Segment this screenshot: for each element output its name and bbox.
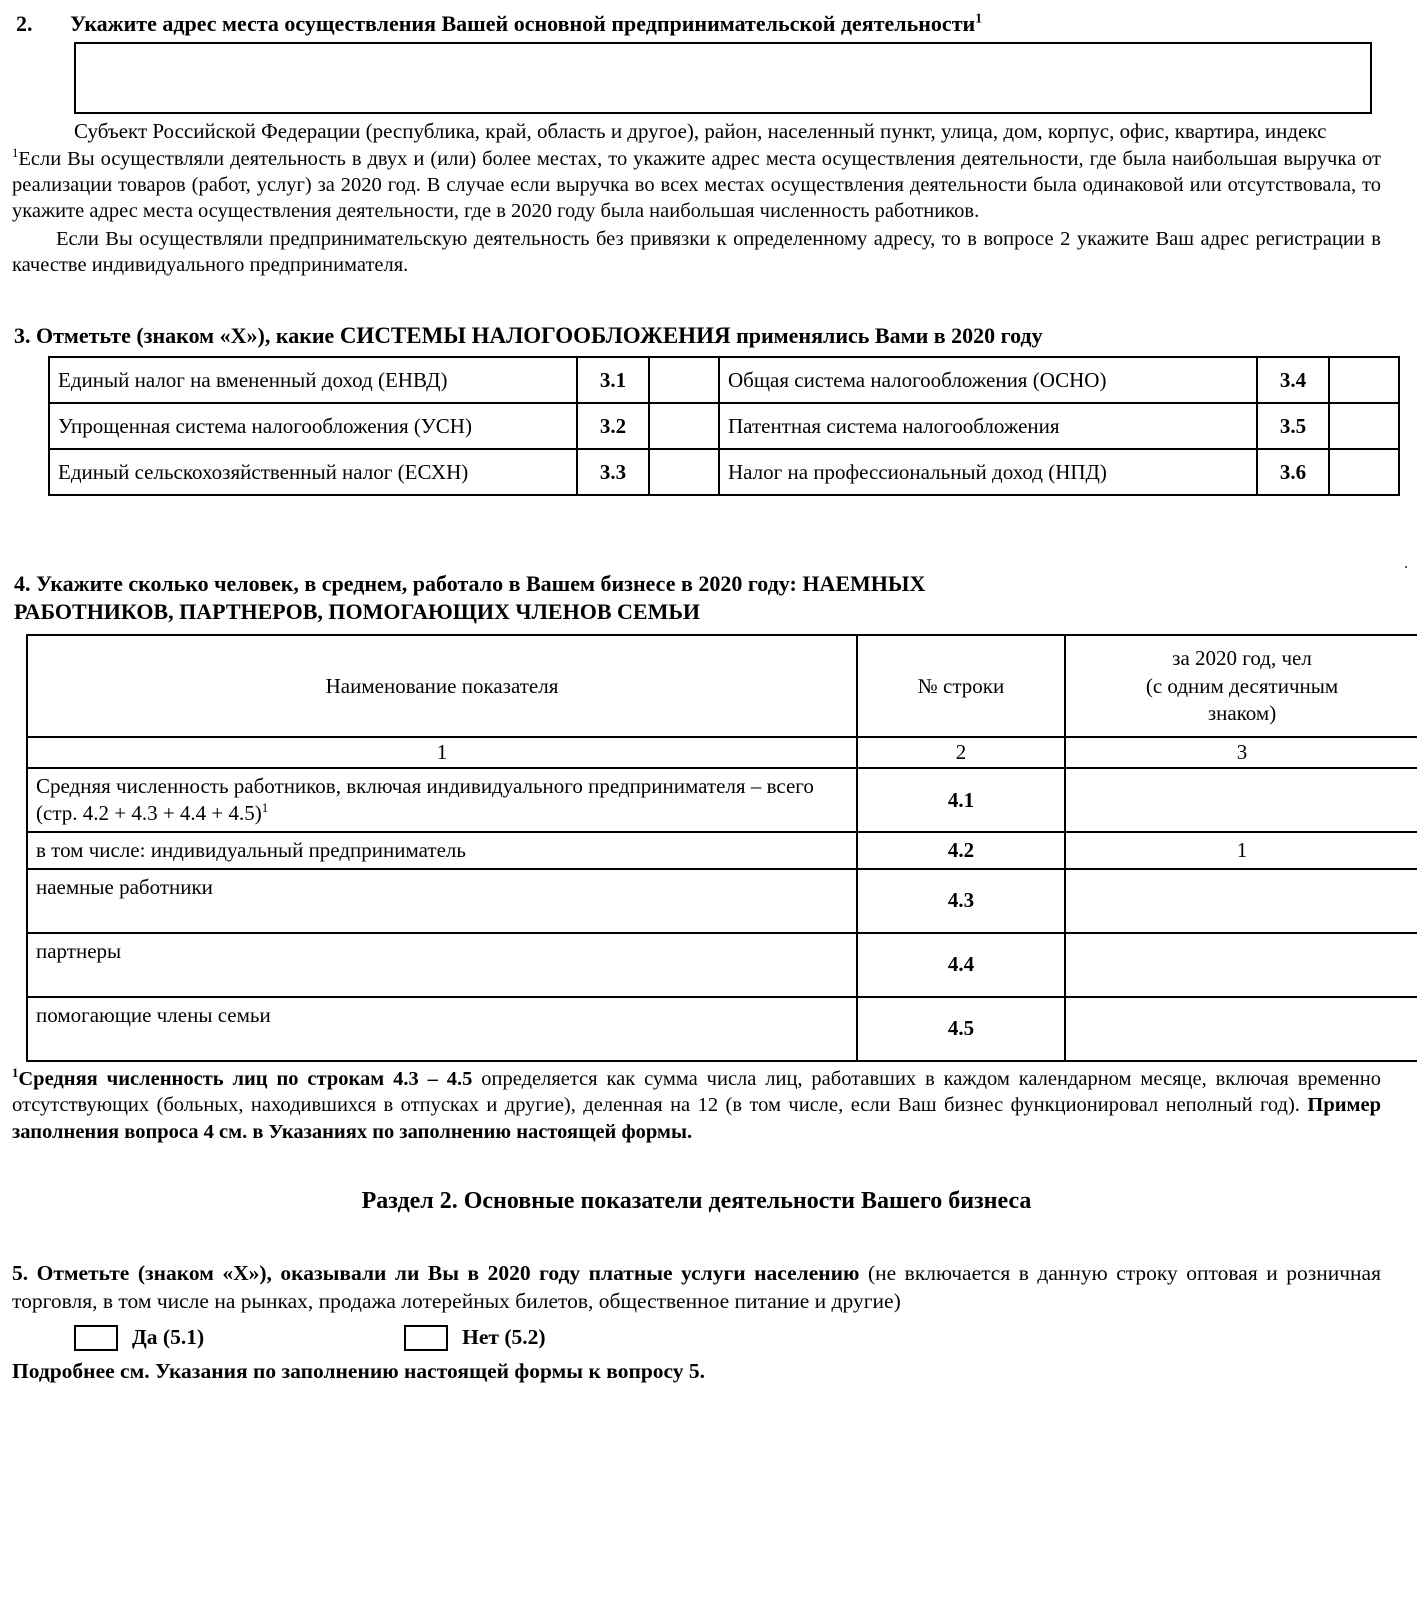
question-3-title-prefix: 3. Отметьте (знаком «Х»), какие [14,322,340,348]
question-5-answers [12,1324,1381,1352]
tax-system-checkbox-cell[interactable] [1329,449,1399,495]
question-4-title-line1: 4. Укажите сколько человек, в среднем, работало в Вашем бизнесе в 2020 году: НАЕМНЫХ [14,571,926,597]
table-header-row [27,635,1417,737]
tax-system-label: Единый налог на вмененный доход (ЕНВД) [49,357,577,403]
tax-system-code: 3.5 [1257,403,1329,449]
question-3-title-suffix: применялись Вами в 2020 году [730,322,1043,348]
question-4-footnote-bold-1: Средняя численность лиц по строкам 4.3 – 4.5 [18,1067,482,1090]
table-row [49,357,1399,403]
question-2-title-text: Укажите адрес места осуществления Вашей основной предпринимательской деятельности [70,11,976,36]
table-row [27,832,1417,869]
question-5-yes-checkbox[interactable] [74,1325,118,1351]
tax-system-checkbox-cell[interactable] [649,357,719,403]
indicator-name: партнеры [27,933,857,997]
tax-system-checkbox-cell[interactable] [1329,403,1399,449]
tax-system-checkbox-cell[interactable] [649,449,719,495]
table-row [27,933,1417,997]
question-2-footnote-2: Если Вы осуществляли предпринимательскую деятельность без привязки к определенному адресу, то в вопросе 2 укажите Ваш адрес регистрации в качестве индивидуального предпринимателя. [12,227,1381,276]
table-row [49,403,1399,449]
indicator-line-number: 4.3 [857,869,1065,933]
column-header-value-line2: (с одним десятичным [1145,673,1339,698]
indicator-value-input[interactable] [1065,869,1417,933]
question-3-title [12,321,1381,350]
indicator-footnote-marker: 1 [261,800,269,816]
indicator-value-input[interactable] [1065,933,1417,997]
question-2-title-footnote-marker: 1 [975,10,982,26]
question-5-yes-label: Да (5.1) [132,1325,205,1350]
indicator-line-number: 4.4 [857,933,1065,997]
table-row [49,449,1399,495]
question-2-title [70,10,1381,38]
indicator-name: наемные работники [27,869,857,933]
tax-system-code: 3.2 [577,403,649,449]
section-2-title: Раздел 2. Основные показатели деятельности Вашего бизнеса [361,1187,1032,1214]
column-number-2: 2 [857,737,1065,768]
indicator-name [27,768,857,832]
indicator-value-input[interactable] [1065,768,1417,832]
tax-system-label: Общая система налогообложения (ОСНО) [719,357,1257,403]
tax-system-label: Патентная система налогообложения [719,403,1257,449]
question-4-footnote [12,1066,1381,1146]
indicator-line-number: 4.5 [857,997,1065,1061]
question-2-footnote-1-text: Если Вы осуществляли деятельность в двух и (или) более местах, то укажите адрес места осуществления деятельности, где была наибольшая выручка от реализации товаров (работ, услуг) за 2020 год. В случае если выручка во всех местах осуществления деятельности была одинаковой или отсутствовала, то укажите адрес места осуществления деятельности, где в 2020 году была наибольшая численность работников. [12,148,1381,223]
tax-system-label: Единый сельскохозяйственный налог (ЕСХН) [49,449,577,495]
address-field-caption: Субъект Российской Федерации (республика, край, область и другое), район, населенный пункт, улица, дом, корпус, офис, квартира, индекс [74,119,1327,144]
table-column-numbers-row [27,737,1417,768]
indicator-line-number: 4.2 [857,832,1065,869]
tax-system-code: 3.6 [1257,449,1329,495]
table-row [27,768,1417,832]
table-row [27,997,1417,1061]
question-4-footnote-bold-2: Пример заполнения вопроса 4 см. в Указаниях по заполнению настоящей формы. [12,1094,1381,1144]
tax-system-label: Упрощенная система налогообложения (УСН) [49,403,577,449]
tax-system-label: Налог на профессиональный доход (НПД) [719,449,1257,495]
column-header-value-line3: знаком) [1207,700,1277,725]
question-5-text-bold: 5. Отметьте (знаком «Х»), оказывали ли Вы в 2020 году платные услуги населению [12,1261,868,1286]
column-number-1: 1 [27,737,857,768]
tax-system-code: 3.3 [577,449,649,495]
tax-systems-table [48,356,1400,496]
question-2-footnote-1 [12,147,1381,224]
address-input-box[interactable] [74,42,1372,114]
indicator-name: в том числе: индивидуальный предприниматель [27,832,857,869]
indicator-line-number: 4.1 [857,768,1065,832]
column-header-line-number: № строки [857,635,1065,737]
question-3-title-emphasis: СИСТЕМЫ НАЛОГООБЛОЖЕНИЯ [339,322,731,348]
question-4-footnote-regular: определяется как сумма числа лиц, работавших в каждом календарном месяце, включая временно отсутствующих (больных, находившихся в отпусках и другие), деленная на 12 (в том числе, если Ваш бизнес функционировал неполный год). [12,1067,1381,1117]
employees-table [26,634,1417,1062]
question-2-number: 2. [16,11,33,36]
column-header-value [1065,635,1417,737]
column-number-3: 3 [1065,737,1417,768]
question-4-title [12,570,1381,626]
tax-system-code: 3.1 [577,357,649,403]
indicator-value-input[interactable]: 1 [1065,832,1417,869]
tax-system-code: 3.4 [1257,357,1329,403]
question-4-title-line2: РАБОТНИКОВ, ПАРТНЕРОВ, ПОМОГАЮЩИХ ЧЛЕНОВ СЕМЬИ [14,599,700,625]
page-stray-mark: · [1403,557,1409,577]
question-4-footnote-marker: 1 [12,1066,19,1081]
question-2-heading [12,10,1381,38]
table-row [27,869,1417,933]
question-5-text [12,1260,1381,1316]
indicator-value-input[interactable] [1065,997,1417,1061]
indicator-name: помогающие члены семьи [27,997,857,1061]
column-header-name: Наименование показателя [27,635,857,737]
indicator-name-text: Средняя численность работников, включая индивидуального предпринимателя – всего (стр. 4.2 + 4.3 + 4.4 + 4.5) [36,774,814,826]
footnote-marker-1: 1 [12,146,19,161]
column-header-value-line1: за 2020 год, чел [1172,646,1312,671]
tax-system-checkbox-cell[interactable] [1329,357,1399,403]
question-5-note: Подробнее см. Указания по заполнению настоящей формы к вопросу 5. [12,1358,706,1383]
question-5-no-label: Нет (5.2) [462,1325,546,1350]
question-5-no-checkbox[interactable] [404,1325,448,1351]
tax-system-checkbox-cell[interactable] [649,403,719,449]
question-5-text-regular: (не включается в данную строку оптовая и розничная торговля, в том числе на рынках, продажа лотерейных билетов, общественное питание и другие) [12,1261,1381,1314]
